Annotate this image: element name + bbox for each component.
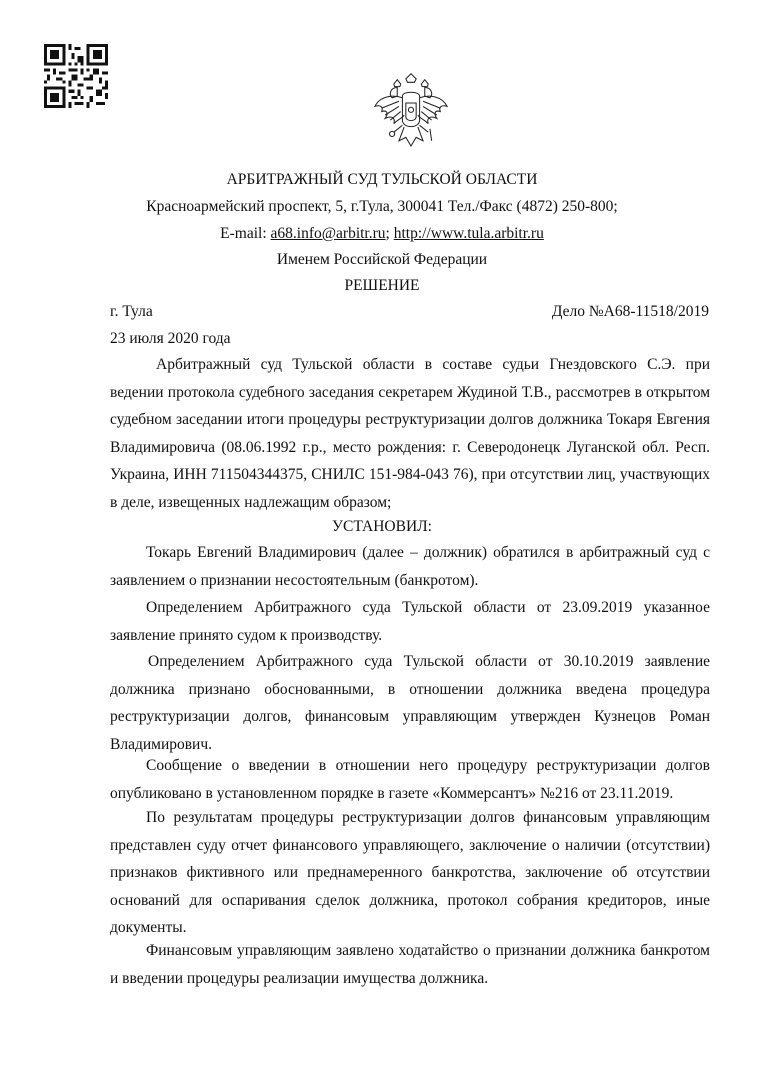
paragraph-line: Финансовым управляющим заявлено ходатайство о признании должника банкротом <box>146 942 710 959</box>
paragraph-line: опубликовано в установленном порядке в газете «Коммерсантъ» №216 от 23.11.2019. <box>110 784 674 802</box>
paragraph-line: и введении процедуры реализации имущества должника. <box>110 969 489 987</box>
intro-line: Украина, ИНН 711504344375, СНИЛС 151-984-043 76), при отсутствии лиц, участвующих <box>110 466 710 483</box>
paragraph-line: оснований для оспаривания сделок должника, протокол собрания кредиторов, иные <box>110 891 710 909</box>
intro-line: Владимировича (08.06.1992 г.р., место рождения: г. Северодонецк Луганской обл. Респ. <box>110 438 710 456</box>
paragraph-line: заявление принято судом к производству. <box>110 626 383 644</box>
case-number: Дело №А68-11518/2019 <box>551 303 709 320</box>
court-name: АРБИТРАЖНЫЙ СУД ТУЛЬСКОЙ ОБЛАСТИ <box>226 171 538 188</box>
established-heading: УСТАНОВИЛ: <box>332 518 432 535</box>
federation-heading: Именем Российской Федерации <box>276 251 488 268</box>
paragraph-line: признаков фиктивного или преднамеренного банкротства, заключение об отсутствии <box>110 864 710 881</box>
paragraph-line: реструктуризации долгов, финансовым управляющим утвержден Кузнецов Роман <box>110 708 710 725</box>
intro-line: в деле, извещенных надлежащим образом; <box>110 493 392 511</box>
paragraph-line: представлен суду отчет финансового управляющего, заключение о наличии (отсутствии) <box>110 836 710 854</box>
qr-code <box>44 44 108 108</box>
website-link[interactable]: http://www.tula.arbitr.ru <box>393 225 544 242</box>
paragraph-line: Определением Арбитражного суда Тульской области от 30.10.2019 заявление <box>148 653 710 670</box>
paragraph-line: документы. <box>110 919 187 936</box>
paragraph <box>110 539 710 594</box>
paragraph-line: должника признано обоснованными, в отношении должника введена процедура <box>110 680 710 698</box>
paragraph-line: Сообщение о введении в отношении него процедуру реструктуризации долгов <box>146 757 710 774</box>
city: г. Тула <box>110 303 153 320</box>
email-link[interactable]: a68.info@arbitr.ru <box>270 225 386 242</box>
decision-date: 23 июля 2020 года <box>110 330 231 347</box>
decision-heading: РЕШЕНИЕ <box>344 277 420 294</box>
paragraph-line: Владимирович. <box>110 735 213 753</box>
intro-line: судебном заседании итоги процедуры реструктуризации долгов должника Токаря Евгения <box>110 411 710 428</box>
intro-line: Арбитражный суд Тульской области в составе судьи Гнездовского С.Э. при <box>156 356 710 373</box>
paragraph <box>110 752 710 807</box>
court-address: Красноармейский проспект, 5, г.Тула, 300041 Тел./Факс (4872) 250-800; <box>146 198 618 215</box>
paragraph-line: По результатам процедуры реструктуризации долгов финансовым управляющим <box>146 809 710 826</box>
contacts-separator: ; <box>385 225 394 242</box>
coat-of-arms-emblem <box>368 72 454 158</box>
paragraph-line: Определением Арбитражного суда Тульской области от 23.09.2019 указанное <box>146 599 710 616</box>
paragraph <box>110 937 710 992</box>
paragraph-line: Токарь Евгений Владимирович (далее – должник) обратился в арбитражный суд с <box>146 544 710 561</box>
intro-paragraph <box>110 351 710 516</box>
email-label: E-mail: <box>220 225 271 242</box>
court-contacts <box>0 225 764 243</box>
paragraph <box>110 594 710 649</box>
paragraph <box>110 648 710 758</box>
paragraph <box>110 804 710 942</box>
paragraph-line: заявлением о признании несостоятельным (банкротом). <box>110 571 479 589</box>
intro-line: ведении протокола судебного заседания секретарем Жудиной Т.В., рассмотрев в открытом <box>110 383 710 401</box>
